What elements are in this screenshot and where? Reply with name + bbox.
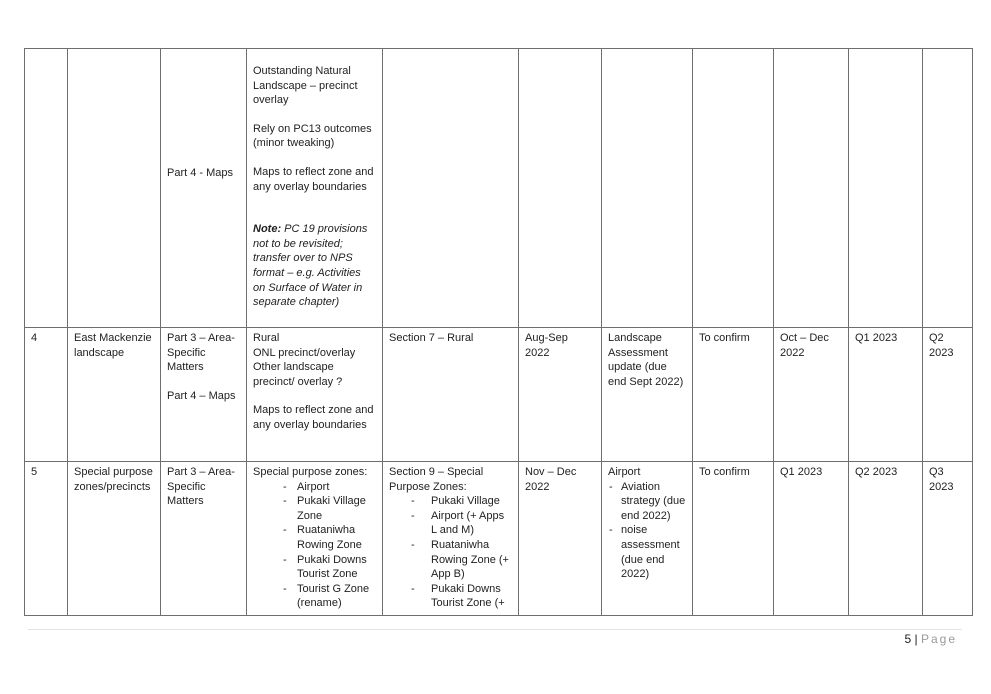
dependencies-heading: Airport xyxy=(608,466,641,478)
list-item: - Pukaki Village Zone xyxy=(275,494,376,523)
plan-part-cell xyxy=(161,328,247,462)
description-cell xyxy=(247,49,383,328)
zone-list xyxy=(253,480,376,611)
page-separator: | xyxy=(914,632,918,646)
plan-part-cell xyxy=(161,49,247,328)
status-cell: To confirm xyxy=(693,328,774,462)
dependencies-list xyxy=(608,480,686,582)
dependencies-cell xyxy=(602,49,693,328)
row-number-cell: 4 xyxy=(25,328,68,462)
description-line: Maps to reflect zone and any overlay boundaries xyxy=(253,404,374,431)
topic-cell: East Mackenzie landscape xyxy=(68,328,161,462)
schedule-table xyxy=(24,48,973,616)
list-item: - Aviation strategy (due end 2022) xyxy=(608,480,686,524)
description-line: Rural xyxy=(253,332,280,344)
row-number-cell: 5 xyxy=(25,462,68,616)
page-label: Page xyxy=(920,632,957,646)
description-line: Maps to reflect zone and xyxy=(253,165,374,178)
date-cell xyxy=(923,49,973,328)
list-item: - Airport xyxy=(275,480,376,495)
timing-cell: Aug-Sep 2022 xyxy=(519,328,602,462)
description-line: (minor tweaking) xyxy=(253,137,335,150)
description-line: any overlay boundaries xyxy=(253,180,367,193)
date-cell xyxy=(849,49,923,328)
date-cell: Q1 2023 xyxy=(774,462,849,616)
date-cell: Q2 2023 xyxy=(923,328,973,462)
list-item: - Pukaki Village xyxy=(407,494,512,509)
timing-cell xyxy=(519,49,602,328)
section-cell xyxy=(383,462,519,616)
plan-part-cell: Part 3 – Area-Specific Matters xyxy=(161,462,247,616)
date-cell: Q2 2023 xyxy=(849,462,923,616)
list-item: - Tourist G Zone (rename) xyxy=(275,582,376,611)
description-cell xyxy=(247,462,383,616)
row-number-cell xyxy=(25,49,68,328)
list-item: - Pukaki Downs Tourist Zone (+ xyxy=(407,582,512,611)
description-heading: Special purpose zones: xyxy=(253,466,368,478)
dependencies-cell xyxy=(602,462,693,616)
status-cell xyxy=(693,49,774,328)
date-cell xyxy=(774,49,849,328)
note-body: PC 19 provisions not to be revisited; transfer over to NPS format – e.g. Activities on Surface of Water in separate chapter) xyxy=(253,223,368,309)
status-cell: To confirm xyxy=(693,462,774,616)
date-cell: Q3 2023 xyxy=(923,462,973,616)
table-row xyxy=(25,49,973,328)
description-line: ONL precinct/overlay xyxy=(253,346,356,359)
dependencies-cell: Landscape Assessment update (due end Sept 2022) xyxy=(602,328,693,462)
table-row xyxy=(25,328,973,462)
page-footer xyxy=(904,632,957,646)
page-number: 5 xyxy=(904,632,912,646)
description-line: Rely on PC13 outcomes xyxy=(253,122,372,135)
date-cell: Q1 2023 xyxy=(849,328,923,462)
section-cell: Section 7 – Rural xyxy=(383,328,519,462)
topic-cell: Special purpose zones/precincts xyxy=(68,462,161,616)
timing-cell: Nov – Dec 2022 xyxy=(519,462,602,616)
section-heading: Section 9 – Special Purpose Zones: xyxy=(389,466,484,493)
list-item: - Airport (+ Apps L and M) xyxy=(407,509,512,538)
list-item: - Ruataniwha Rowing Zone (+ App B) xyxy=(407,538,512,582)
plan-part-text: Part 4 - Maps xyxy=(167,167,234,179)
description-line: overlay xyxy=(253,94,289,107)
plan-part-text: Part 3 – Area-Specific Matters xyxy=(167,332,235,374)
list-item: - Ruataniwha Rowing Zone xyxy=(275,523,376,552)
topic-cell xyxy=(68,49,161,328)
list-item: - noise assessment (due end 2022) xyxy=(608,523,686,581)
date-cell: Oct – Dec 2022 xyxy=(774,328,849,462)
description-line: Landscape – precinct xyxy=(253,79,358,92)
description-cell xyxy=(247,328,383,462)
footer-divider xyxy=(28,629,962,630)
note-label: Note: xyxy=(253,223,282,236)
section-list xyxy=(389,494,512,611)
list-item: - Pukaki Downs Tourist Zone xyxy=(275,553,376,582)
description-line: Outstanding Natural xyxy=(253,65,351,77)
description-line: Other landscape precinct/ overlay ? xyxy=(253,361,343,388)
section-cell xyxy=(383,49,519,328)
table-row xyxy=(25,462,973,616)
note-text xyxy=(253,222,376,310)
plan-part-text: Part 4 – Maps xyxy=(167,389,236,402)
